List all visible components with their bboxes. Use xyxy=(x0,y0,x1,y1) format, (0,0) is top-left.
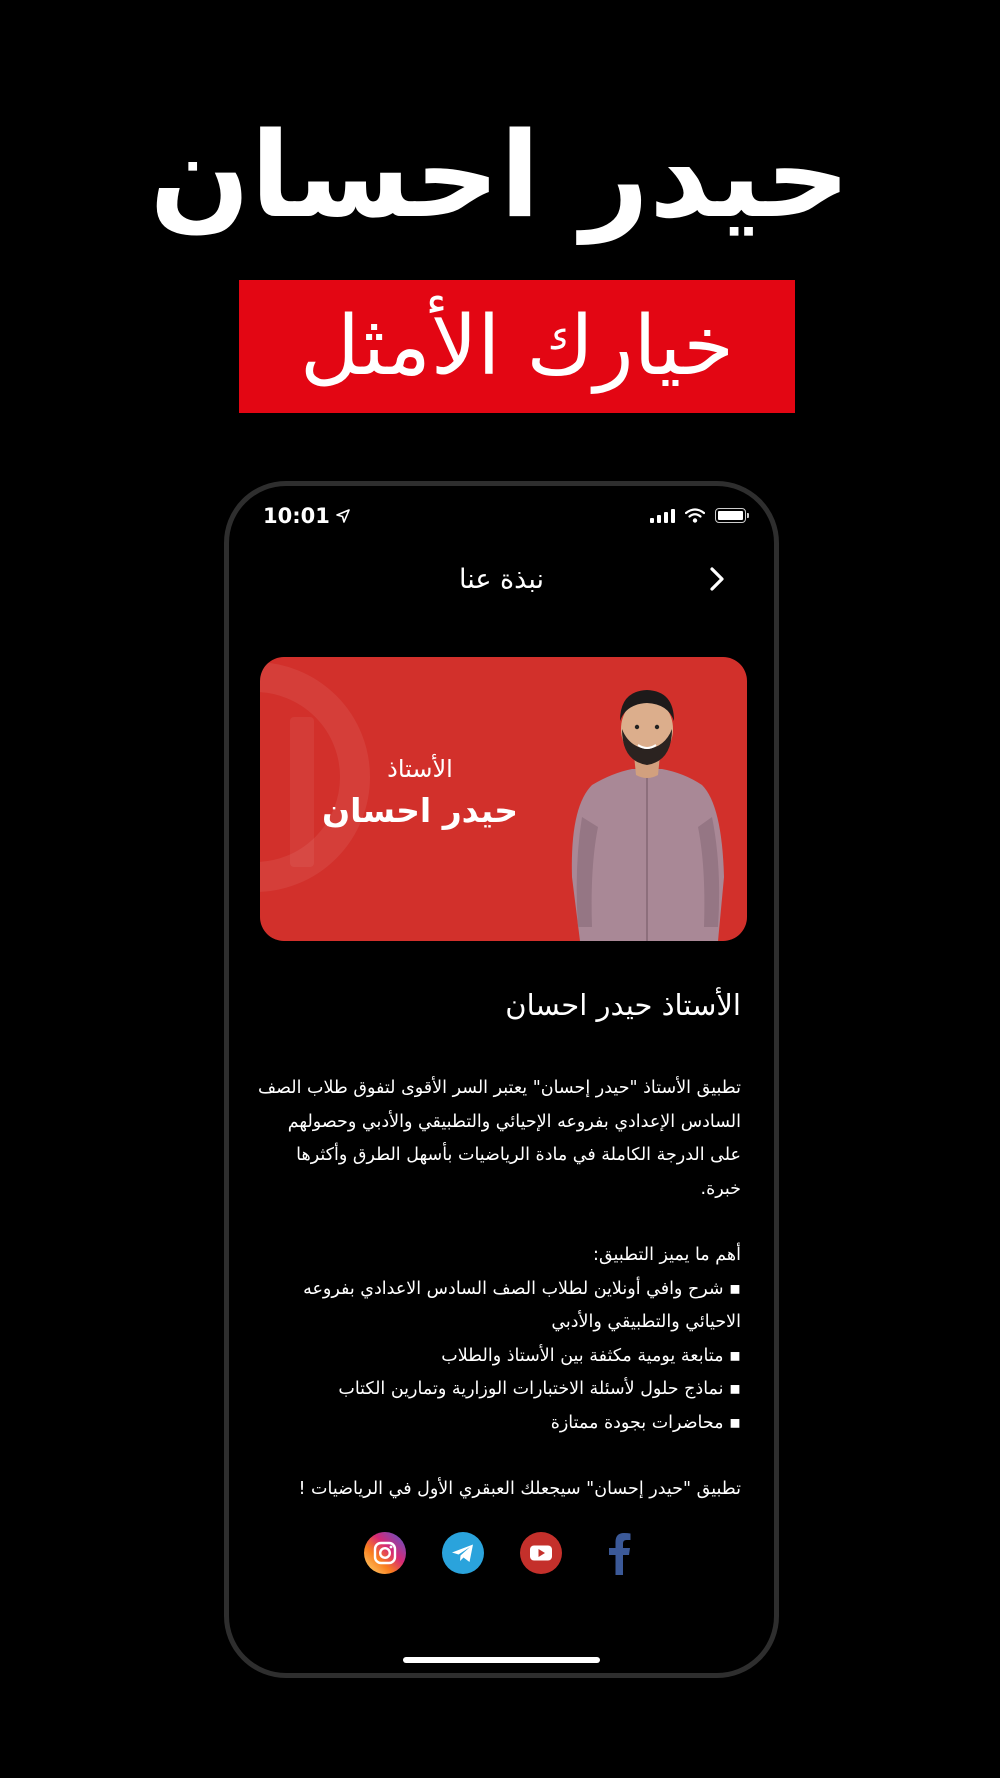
page-title: نبذة عنا xyxy=(458,564,545,595)
list-item: ▪ محاضرات بجودة ممتازة xyxy=(252,1407,741,1441)
card-teacher-name: حيدر احسان xyxy=(321,791,519,830)
signal-icon xyxy=(650,509,675,523)
home-indicator[interactable] xyxy=(403,1657,600,1663)
telegram-button[interactable] xyxy=(442,1532,484,1574)
wifi-icon xyxy=(685,508,705,523)
status-bar-time xyxy=(263,504,350,528)
list-item: ▪ شرح وافي أونلاين لطلاب الصف السادس الاعدادي بفروعه الاحيائي والتطبيقي والأدبي xyxy=(252,1273,741,1340)
instagram-icon xyxy=(364,1532,406,1574)
chevron-right-icon[interactable] xyxy=(706,566,728,592)
telegram-icon xyxy=(442,1532,484,1574)
about-body xyxy=(252,1072,741,1507)
facebook-button[interactable] xyxy=(598,1532,640,1574)
about-heading: الأستاذ حيدر احسان xyxy=(505,988,741,1022)
instagram-button[interactable] xyxy=(364,1532,406,1574)
phone-frame xyxy=(224,481,779,1678)
features-title: أهم ما يميز التطبيق: xyxy=(593,1245,741,1265)
list-item: ▪ نماذج حلول لأسئلة الاختبارات الوزارية وتمارين الكتاب xyxy=(252,1373,741,1407)
status-bar-icons xyxy=(650,508,746,523)
hero-title: حيدر احسان xyxy=(149,106,851,244)
about-intro: تطبيق الأستاذ "حيدر إحسان" يعتبر السر الأقوى لتفوق طلاب الصف السادس الإعدادي بفروعه الإحيائي والتطبيقي والأدبي وحصولهم على الدرجة الكاملة في مادة الرياضيات بأسهل الطرق وأكثرها خبرة. xyxy=(257,1078,741,1199)
card-label: الأستاذ xyxy=(387,755,453,783)
youtube-icon xyxy=(520,1532,562,1574)
social-links xyxy=(229,1532,774,1574)
facebook-icon xyxy=(604,1531,634,1575)
teacher-card xyxy=(260,657,747,941)
closing-text: تطبيق "حيدر إحسان" سيجعلك العبقري الأول في الرياضيات ! xyxy=(298,1479,741,1499)
hero-banner xyxy=(239,280,795,413)
status-time-text: 10:01 xyxy=(263,504,330,528)
list-item: ▪ متابعة يومية مكثفة بين الأستاذ والطلاب xyxy=(252,1340,741,1374)
feature-list xyxy=(252,1273,741,1441)
location-arrow-icon xyxy=(336,509,350,523)
hero-banner-text: خيارك الأمثل xyxy=(300,298,734,394)
battery-icon xyxy=(715,508,746,523)
teacher-photo xyxy=(552,677,742,941)
youtube-button[interactable] xyxy=(520,1532,562,1574)
